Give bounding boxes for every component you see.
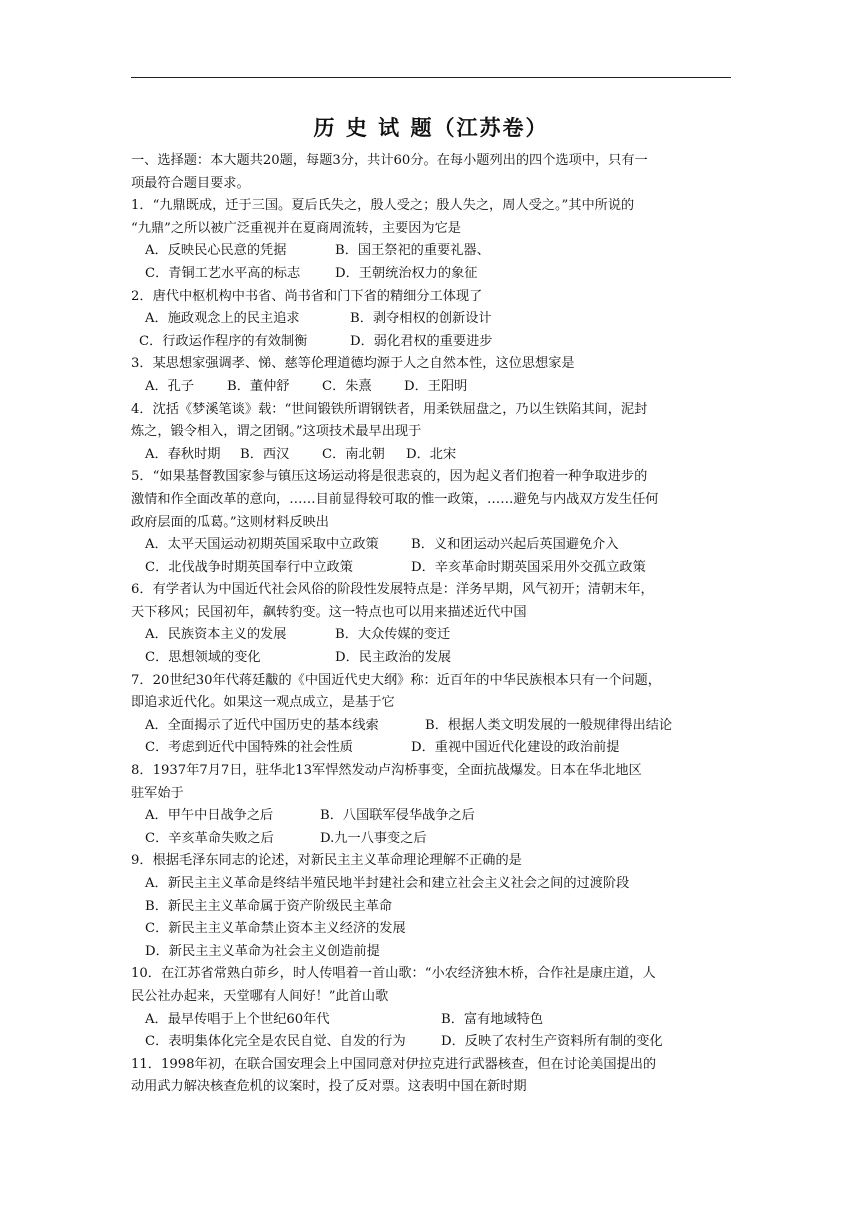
- question-10-stem: 10．在江苏省常熟白茆乡，时人传唱着一首山歌：“小农经济独木桥，合作社是康庄道，人: [131, 966, 656, 982]
- question-6-options: [131, 624, 741, 647]
- option-b: B．八国联军侵华战争之后: [320, 808, 475, 824]
- option-c: C．表明集体化完全是农民自觉、自发的行为: [145, 1034, 406, 1050]
- option-b: B．国王祭祀的重要礼器、: [335, 243, 490, 259]
- option-a: A．春秋时期: [145, 446, 221, 462]
- question-9-option-a: A．新民主主义革命是终结半殖民地半封建社会和建立社会主义社会之间的过渡阶段: [145, 876, 630, 891]
- option-c: C．思想领域的变化: [145, 650, 261, 666]
- question-7-options: [131, 715, 741, 738]
- option-a: A．民族资本主义的发展: [145, 627, 287, 643]
- question-5-stem: 5．“如果基督教国家参与镇压这场运动将是很悲哀的，因为起义者们抱着一种争取进步的: [131, 469, 648, 485]
- question-5-options: [131, 557, 741, 580]
- question-4-stem: 4．沈括《梦溪笔谈》载：“世间锻铁所谓钢铁者，用柔铁屈盘之，乃以生铁陷其间，泥封: [131, 401, 648, 417]
- question-4-options: [131, 444, 741, 467]
- option-a: A．孔子: [145, 378, 195, 394]
- question-5-stem: 激情和作全面改革的意向，……目前显得较可取的惟一政策，……避免与内战双方发生任何: [131, 491, 659, 507]
- question-9-stem: 9．根据毛泽东同志的论述，对新民主主义革命理论理解不正确的是: [131, 853, 522, 869]
- option-d: D.九一八事变之后: [320, 830, 427, 846]
- option-a: A．施政观念上的民主追求: [145, 311, 300, 327]
- option-c: C．辛亥革命失败之后: [145, 830, 274, 846]
- option-d: D．王朝统治权力的象征: [335, 265, 478, 281]
- option-d: D．反映了农村生产资料所有制的变化: [441, 1034, 663, 1050]
- question-2-options: [131, 331, 741, 354]
- question-4-stem: 炼之，锻令相入，谓之团钢。”这项技术最早出现于: [131, 424, 422, 440]
- instructions-line: 项最符合题目要求。: [131, 175, 250, 191]
- option-d: D．民主政治的发展: [335, 650, 452, 666]
- question-6-options: [131, 647, 741, 670]
- option-b: B．大众传媒的变迁: [335, 627, 451, 643]
- question-8-stem: 8．1937年7月7日，驻华北13军悍然发动卢沟桥事变，全面抗战爆发。日本在华北地区: [131, 763, 642, 779]
- option-c: C．南北朝: [322, 446, 385, 462]
- instructions-line: 一、选择题：本大题共20题，每题3分，共计60分。在每小题列出的四个选项中，只有一: [131, 153, 648, 168]
- option-c: C．青铜工艺水平高的标志: [145, 265, 301, 281]
- option-b: B．董仲舒: [227, 378, 290, 394]
- question-7-stem: 7．20世纪30年代蒋廷黻的《中国近代史大纲》称：近百年的中华民族根本只有一个问题，: [131, 672, 661, 688]
- question-2-stem: 2．唐代中枢机构中书省、尚书省和门下省的精细分工体现了: [131, 288, 483, 304]
- question-11-stem: 动用武力解决核查危机的议案时，投了反对票。这表明中国在新时期: [131, 1079, 527, 1095]
- option-c: C．朱熹: [322, 378, 372, 394]
- question-1-options: [131, 263, 741, 286]
- question-3-options: [131, 376, 741, 399]
- option-a: A．太平天国运动初期英国采取中立政策: [145, 537, 379, 553]
- question-9-option-c: C．新民主主义革命禁止资本主义经济的发展: [145, 921, 406, 937]
- question-10-options: [131, 1009, 741, 1032]
- option-d: D．辛亥革命时期英国采用外交孤立政策: [411, 559, 646, 575]
- option-a: A．全面揭示了近代中国历史的基本线索: [145, 717, 379, 733]
- question-11-stem: 11．1998年初，在联合国安理会上中国同意对伊拉克进行武器核查，但在讨论美国提出的: [131, 1056, 657, 1072]
- option-a: A．最早传唱于上个世纪60年代: [145, 1011, 330, 1027]
- question-9-option-d: D．新民主主义革命为社会主义创造前提: [145, 943, 380, 959]
- option-d: D．重视中国近代化建设的政治前提: [411, 740, 620, 756]
- question-8-options: [131, 828, 741, 851]
- question-6-stem: 天下移风；民国初年，飙转豹变。这一特点也可以用来描述近代中国: [131, 604, 527, 620]
- question-8-options: [131, 805, 741, 828]
- question-6-stem: 6．有学者认为中国近代社会风俗的阶段性发展特点是：洋务早期，风气初开；清朝末年，: [131, 582, 654, 598]
- option-d: D．王阳明: [404, 378, 468, 394]
- question-3-stem: 3．某思想家强调孝、悌、慈等伦理道德均源于人之自然本性，这位思想家是: [131, 356, 575, 372]
- question-1-stem: “九鼎”之所以被广泛重视并在夏商周流转，主要因为它是: [131, 220, 461, 236]
- option-b: B．西汉: [240, 446, 290, 462]
- question-5-stem: 政府层面的瓜葛。”这则材料反映出: [131, 514, 329, 530]
- question-9-option-b: B．新民主主义革命属于资产阶级民主革命: [145, 898, 393, 914]
- question-8-stem: 驻军始于: [131, 785, 184, 801]
- option-c: C．北伐战争时期英国奉行中立政策: [145, 559, 353, 575]
- option-a: A．反映民心民意的凭据: [145, 243, 287, 259]
- option-b: B．义和团运动兴起后英国避免介入: [411, 537, 619, 553]
- header-rule: [131, 77, 731, 78]
- option-b: B．剥夺相权的创新设计: [350, 311, 492, 327]
- option-b: B．根据人类文明发展的一般规律得出结论: [425, 717, 673, 733]
- option-b: B．富有地域特色: [441, 1011, 544, 1027]
- page-title: 历 史 试 题（江苏卷）: [313, 116, 549, 140]
- question-7-stem: 即追求近代化。如果这一观点成立，是基于它: [131, 695, 395, 711]
- question-1-options: [131, 240, 741, 263]
- exam-body: [131, 150, 741, 1099]
- option-c: C．考虑到近代中国特殊的社会性质: [145, 740, 353, 756]
- option-d: D．北宋: [406, 446, 457, 462]
- option-d: D．弱化君权的重要进步: [350, 333, 493, 349]
- option-a: A．甲午中日战争之后: [145, 808, 274, 824]
- question-10-stem: 民公社办起来，天堂哪有人间好！”此首山歌: [131, 988, 389, 1004]
- question-10-options: [131, 1031, 741, 1054]
- question-5-options: [131, 534, 741, 557]
- question-1-stem: 1．“九鼎既成，迁于三国。夏后氏失之，殷人受之；殷人失之，周人受之。”其中所说的: [131, 198, 635, 214]
- question-7-options: [131, 737, 741, 760]
- option-c: C．行政运作程序的有效制衡: [139, 333, 308, 349]
- question-2-options: [131, 308, 741, 331]
